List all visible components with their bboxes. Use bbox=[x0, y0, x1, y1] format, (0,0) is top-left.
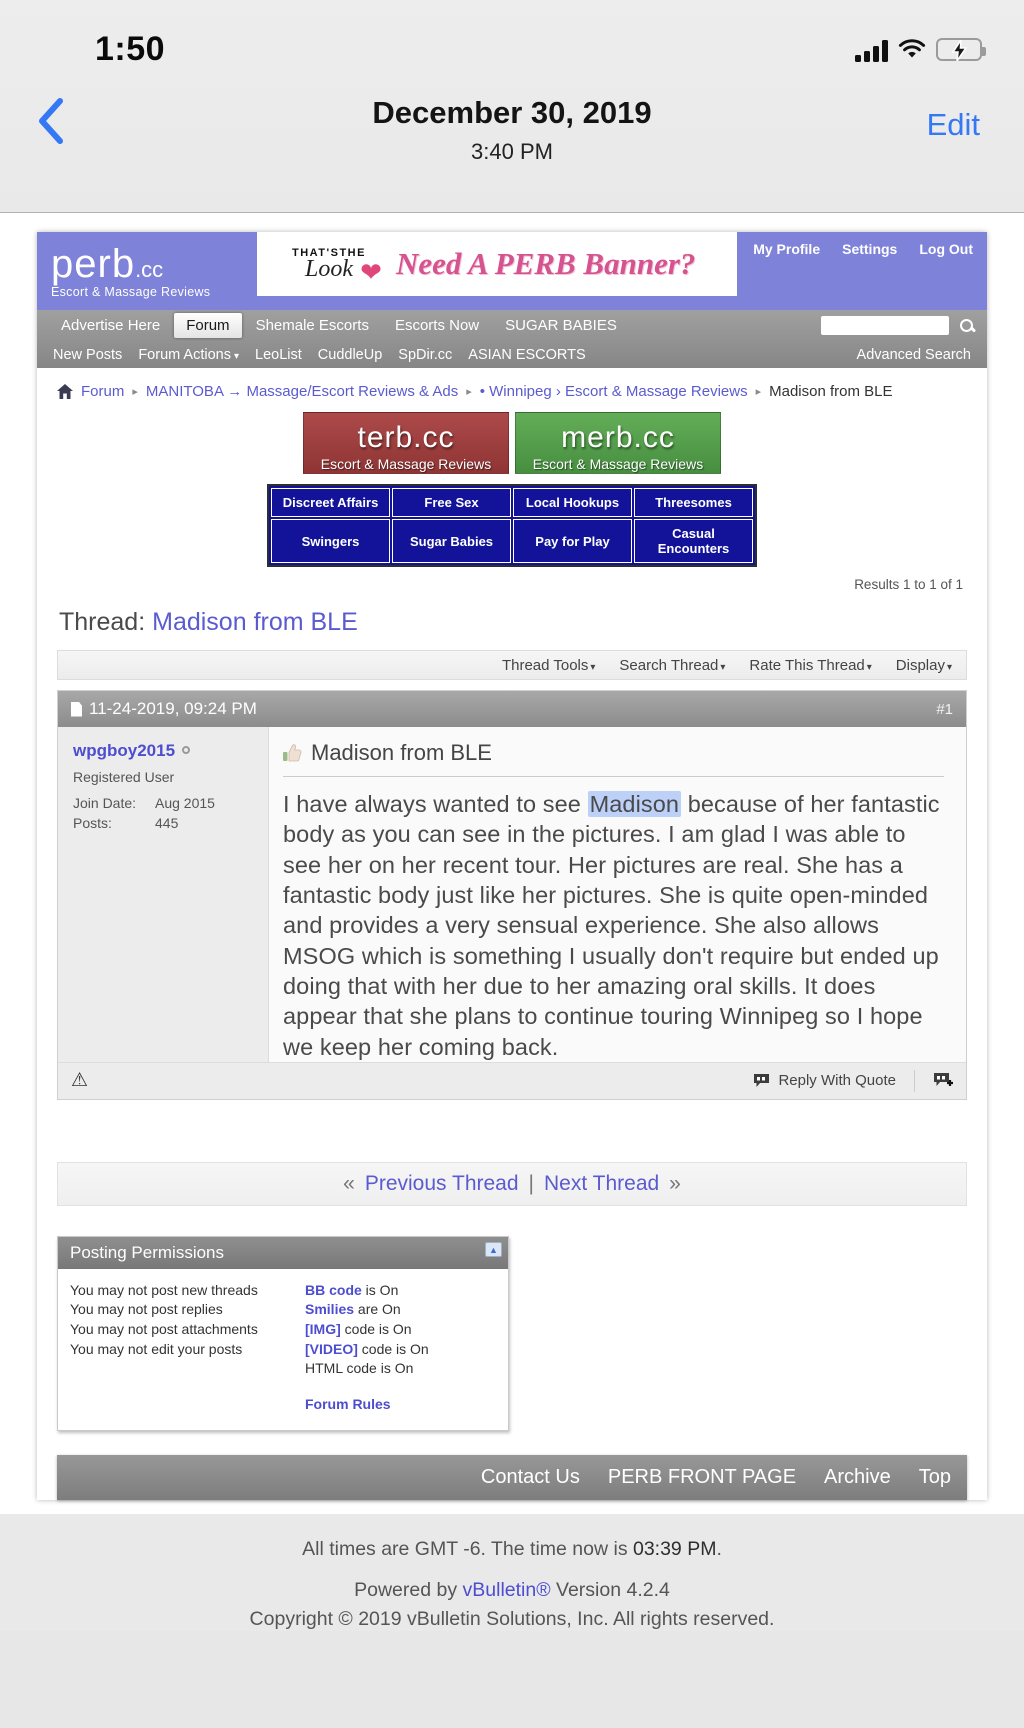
navbar-row-1 bbox=[37, 310, 987, 341]
banner-brand-script: Look bbox=[304, 255, 353, 282]
tab-forum[interactable]: Forum bbox=[174, 313, 241, 338]
display-menu[interactable]: Display ▾ bbox=[895, 656, 952, 674]
edit-button[interactable]: Edit bbox=[926, 107, 980, 142]
user-links bbox=[753, 241, 973, 257]
link-pay-for-play[interactable]: Pay for Play bbox=[513, 519, 632, 563]
thread-title-link[interactable]: Madison from BLE bbox=[152, 608, 358, 636]
chevron-down-icon: ▾ bbox=[233, 350, 240, 362]
next-glyph: » bbox=[669, 1171, 681, 1195]
forum-actions-menu[interactable]: Forum Actions ▾ bbox=[138, 346, 240, 363]
logo-tagline: Escort & Massage Reviews bbox=[51, 285, 211, 299]
user-stats bbox=[73, 795, 268, 831]
spdir-link[interactable]: SpDir.cc bbox=[398, 346, 453, 363]
bb-code-status: BB code is On bbox=[305, 1281, 399, 1298]
link-discreet-affairs[interactable]: Discreet Affairs bbox=[271, 488, 390, 517]
banner-text: Need A PERB Banner? bbox=[395, 246, 696, 281]
post-footer bbox=[58, 1062, 966, 1099]
post-icon bbox=[71, 702, 82, 717]
permission-rules bbox=[70, 1281, 305, 1415]
thread-navigation bbox=[57, 1162, 967, 1206]
thread-tools-menu[interactable]: Thread Tools ▾ bbox=[501, 656, 596, 674]
footer-bar bbox=[57, 1455, 967, 1500]
breadcrumb-winnipeg[interactable]: • Winnipeg › Escort & Massage Reviews bbox=[479, 383, 748, 400]
tab-advertise-here[interactable]: Advertise Here bbox=[61, 317, 161, 334]
search-input[interactable] bbox=[821, 316, 949, 335]
prev-glyph: « bbox=[343, 1171, 355, 1195]
post-divider bbox=[283, 776, 944, 777]
thread-tools-bar bbox=[57, 650, 967, 680]
post-body bbox=[58, 727, 966, 1062]
search-icon[interactable] bbox=[959, 318, 975, 334]
link-free-sex[interactable]: Free Sex bbox=[392, 488, 511, 517]
perb-front-page-link[interactable]: PERB FRONT PAGE bbox=[607, 1466, 797, 1489]
breadcrumb-current: Madison from BLE bbox=[769, 383, 893, 400]
tab-sugar-babies[interactable]: SUGAR BABIES bbox=[505, 317, 617, 334]
copyright-line: Copyright © 2019 vBulletin Solutions, Inc. All rights reserved. bbox=[249, 1608, 775, 1631]
breadcrumb-manitoba[interactable]: MANITOBA → Massage/Escort Reviews & Ads bbox=[145, 383, 459, 400]
archive-link[interactable]: Archive bbox=[824, 1466, 891, 1489]
post-user-panel bbox=[58, 727, 268, 1062]
lightning-bolt-icon bbox=[950, 40, 970, 61]
photo-date-title: December 30, 2019 bbox=[372, 95, 652, 130]
chevron-down-icon: ▾ bbox=[590, 661, 596, 673]
thread-heading bbox=[57, 608, 967, 637]
merb-banner-name: merb.cc bbox=[561, 421, 675, 454]
bb-code-link[interactable]: BB code bbox=[305, 1281, 362, 1298]
tab-escorts-now[interactable]: Escorts Now bbox=[394, 317, 480, 334]
posts-value: 445 bbox=[155, 815, 179, 831]
rule-new-threads: You may not post new threads bbox=[70, 1281, 258, 1298]
link-threesomes[interactable]: Threesomes bbox=[634, 488, 753, 517]
thumbs-up-icon bbox=[283, 744, 302, 762]
vbulletin-link[interactable]: vBulletin® bbox=[462, 1579, 551, 1602]
divider bbox=[914, 1070, 915, 1092]
site-logo[interactable] bbox=[51, 244, 210, 299]
breadcrumb-separator-icon: ▸ bbox=[466, 386, 472, 398]
home-icon[interactable] bbox=[57, 384, 73, 399]
timezone-line: All times are GMT -6. The time now is 03:39 PM. bbox=[302, 1538, 722, 1561]
link-casual-encounters[interactable]: Casual Encounters bbox=[634, 519, 753, 563]
post-text: I have always wanted to see Madison because of her fantastic body as you can see in the pictures. I am glad I was able to see her on her recent tour. Her pictures are real. She has a fantastic body just like her pictures. She is quite open-minded and provides a very sensual experience. She also allows MSOG which is something I usually don't require but ended up doing that with her due to her amazing oral skills. It does appear that she plans to continue touring Winnipeg so I hope we keep her coming back. bbox=[283, 791, 940, 1060]
page-content bbox=[37, 368, 987, 1500]
link-swingers[interactable]: Swingers bbox=[271, 519, 390, 563]
heart-icon: ❤ bbox=[360, 256, 382, 287]
img-code-link[interactable]: [IMG] bbox=[305, 1321, 341, 1337]
terb-banner-tagline: Escort & Massage Reviews bbox=[320, 456, 492, 472]
report-post-icon[interactable]: ⚠ bbox=[71, 1070, 89, 1092]
multi-quote-icon[interactable] bbox=[933, 1072, 953, 1089]
chevron-down-icon: ▾ bbox=[720, 661, 726, 673]
site-header bbox=[37, 232, 987, 310]
username-link[interactable]: wpgboy2015 bbox=[73, 741, 176, 760]
my-profile-link[interactable]: My Profile bbox=[753, 241, 821, 257]
photo-content bbox=[0, 213, 1024, 1514]
rule-edit-posts: You may not edit your posts bbox=[70, 1340, 243, 1357]
posting-permissions-panel bbox=[57, 1236, 509, 1432]
forum-page bbox=[37, 232, 987, 1500]
smilies-link[interactable]: Smilies bbox=[305, 1301, 355, 1318]
chevron-down-icon: ▾ bbox=[866, 661, 872, 673]
hookup-links-table bbox=[267, 484, 757, 567]
previous-thread-link[interactable]: Previous Thread bbox=[364, 1171, 519, 1195]
rule-attachments: You may not post attachments bbox=[70, 1321, 258, 1337]
advanced-search-link[interactable]: Advanced Search bbox=[856, 346, 971, 363]
asian-escorts-link[interactable]: ASIAN ESCORTS bbox=[468, 346, 586, 363]
photo-time-subtitle: 3:40 PM bbox=[471, 139, 553, 164]
current-time: 03:39 PM bbox=[632, 1538, 717, 1561]
status-time: 1:50 bbox=[95, 30, 166, 68]
smilies-status: Smilies are On bbox=[305, 1301, 401, 1318]
ios-header bbox=[0, 0, 1024, 213]
next-thread-link[interactable]: Next Thread bbox=[544, 1171, 660, 1195]
thread-nav-separator: | bbox=[528, 1171, 534, 1195]
main-navbar bbox=[37, 310, 987, 368]
merb-banner-tagline: Escort & Massage Reviews bbox=[532, 456, 704, 472]
top-link[interactable]: Top bbox=[918, 1466, 951, 1489]
link-sugar-babies[interactable]: Sugar Babies bbox=[392, 519, 511, 563]
leolist-link[interactable]: LeoList bbox=[255, 346, 302, 363]
forum-rules-link[interactable]: Forum Rules bbox=[305, 1395, 391, 1412]
collapse-icon[interactable]: ▲ bbox=[485, 1242, 502, 1257]
reply-with-quote-button[interactable]: Reply With Quote bbox=[778, 1072, 896, 1090]
join-date-value: Aug 2015 bbox=[155, 795, 215, 811]
settings-link[interactable]: Settings bbox=[842, 241, 898, 257]
online-status-icon bbox=[182, 746, 190, 754]
logout-link[interactable]: Log Out bbox=[919, 241, 973, 257]
cuddleup-link[interactable]: CuddleUp bbox=[317, 346, 383, 363]
join-date-label: Join Date: bbox=[73, 795, 137, 811]
new-posts-link[interactable]: New Posts bbox=[53, 346, 123, 363]
posting-permissions-header bbox=[58, 1237, 508, 1269]
user-title: Registered User bbox=[73, 769, 175, 785]
breadcrumb bbox=[57, 383, 967, 400]
status-icons bbox=[855, 38, 982, 62]
post-header bbox=[58, 691, 966, 727]
partner-banners bbox=[57, 412, 967, 474]
status-bar bbox=[0, 0, 1024, 69]
tab-shemale-escorts[interactable]: Shemale Escorts bbox=[255, 317, 369, 334]
breadcrumb-forum[interactable]: Forum bbox=[81, 383, 125, 400]
thats-the-look-logo bbox=[292, 246, 382, 287]
video-code-link[interactable]: [VIDEO] bbox=[305, 1340, 358, 1357]
logo-text: perb bbox=[51, 242, 136, 286]
battery-charging-icon bbox=[936, 38, 982, 61]
link-local-hookups[interactable]: Local Hookups bbox=[513, 488, 632, 517]
post-number-link[interactable]: #1 bbox=[936, 700, 953, 718]
photo-nav-bar bbox=[0, 95, 1024, 165]
cellular-signal-icon bbox=[855, 38, 888, 62]
posting-permissions-title: Posting Permissions bbox=[70, 1242, 225, 1262]
banner-brand-top: THAT'STHE bbox=[292, 246, 366, 259]
navbar-row-2 bbox=[37, 341, 987, 368]
img-code-status: [IMG] code is On bbox=[305, 1321, 412, 1337]
chevron-down-icon: ▾ bbox=[946, 661, 952, 673]
highlighted-term: Madison bbox=[589, 791, 680, 817]
merb-banner[interactable] bbox=[515, 412, 721, 474]
results-count: Results 1 to 1 of 1 bbox=[854, 577, 963, 592]
post-date: 11-24-2019, 09:24 PM bbox=[89, 699, 257, 718]
thread-label: Thread: bbox=[59, 608, 146, 636]
posts-label: Posts: bbox=[73, 815, 112, 831]
rule-replies: You may not post replies bbox=[70, 1301, 223, 1318]
html-code-status: HTML code is On bbox=[305, 1360, 414, 1377]
breadcrumb-separator-icon: ▸ bbox=[132, 386, 138, 398]
breadcrumb-separator-icon: ▸ bbox=[755, 386, 762, 398]
logo-suffix: .cc bbox=[135, 257, 164, 282]
post-main bbox=[268, 727, 966, 1062]
contact-us-link[interactable]: Contact Us bbox=[480, 1466, 580, 1489]
permission-codes bbox=[305, 1281, 429, 1415]
post-title-row bbox=[283, 740, 944, 766]
forum-post bbox=[57, 690, 967, 1100]
ad-banner[interactable] bbox=[257, 232, 737, 296]
quote-bubble-icon bbox=[753, 1073, 770, 1088]
back-button[interactable] bbox=[36, 97, 64, 150]
video-code-status: [VIDEO] code is On bbox=[305, 1340, 429, 1357]
wifi-icon bbox=[898, 39, 926, 60]
posting-permissions-body bbox=[58, 1269, 508, 1431]
rate-thread-menu[interactable]: Rate This Thread ▾ bbox=[749, 656, 872, 674]
terb-banner-name: terb.cc bbox=[357, 421, 455, 454]
site-footer bbox=[0, 1514, 1024, 1631]
post-title: Madison from BLE bbox=[311, 740, 492, 765]
powered-by-line: Powered by vBulletin® Version 4.2.4 bbox=[354, 1579, 670, 1602]
terb-banner[interactable] bbox=[303, 412, 509, 474]
search-thread-menu[interactable]: Search Thread ▾ bbox=[619, 656, 726, 674]
